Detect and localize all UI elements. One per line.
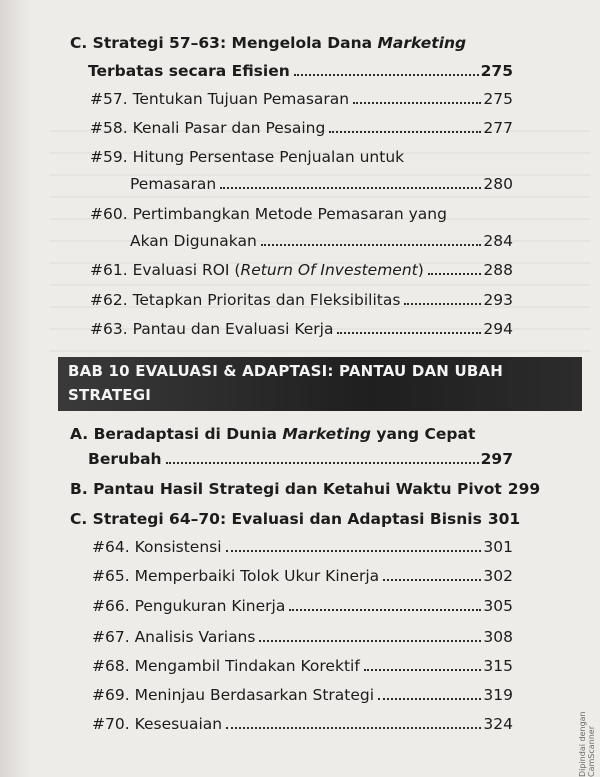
page-number: 280 [483,175,513,193]
page-number: 315 [483,657,513,675]
page-number: 301 [487,510,521,528]
toc-entry-60[interactable] [130,232,513,250]
toc-entry-label: #67. Analisis Varians [92,628,256,646]
dot-leader [226,548,482,552]
label-part: ) [417,261,424,279]
toc-entry-label: #64. Konsistensi [92,538,222,556]
toc-entry-label: C. Strategi 64–70: Evaluasi dan Adaptasi Bisnis [70,510,482,528]
page-number: 277 [483,119,513,137]
dot-leader [166,460,479,464]
chapter-title-line1: BAB 10 EVALUASI & ADAPTASI: PANTAU DAN UBAH [68,362,504,380]
scanner-watermark: Dipindai dengan CamScanner [578,711,596,777]
toc-entry-70[interactable] [92,715,513,733]
dot-leader [226,725,481,729]
toc-entry-section-b[interactable] [70,480,541,498]
chapter-banner[interactable] [58,357,582,411]
toc-entry-69[interactable] [92,686,513,704]
toc-entry-label: Pemasaran [130,175,217,193]
page-number: 301 [483,538,513,556]
dot-leader [337,330,481,334]
page-number: 284 [483,232,513,250]
page-edge-shadow [0,0,30,777]
toc-entry-label: #57. Tentukan Tujuan Pemasaran [90,90,350,108]
page-number: 294 [483,320,513,338]
page-number: 275 [480,62,513,80]
page-number: 305 [483,597,513,615]
page-number: 297 [480,450,513,468]
toc-entry-label: #63. Pantau dan Evaluasi Kerja [90,320,334,338]
toc-entry-67[interactable] [92,628,513,646]
toc-entry-61[interactable] [90,261,513,279]
toc-entry-label: Akan Digunakan [130,232,257,250]
toc-entry-68[interactable] [92,657,513,675]
toc-entry-62[interactable] [90,291,513,309]
toc-entry-63[interactable] [90,320,513,338]
toc-entry-57[interactable] [90,90,513,108]
section-a-heading-line1 [70,425,475,443]
toc-entry-66[interactable] [92,597,513,615]
page-number: 324 [483,715,513,733]
section-c-heading-line1 [70,34,466,52]
toc-entry-section-c2[interactable] [70,510,521,528]
dot-leader [404,301,481,305]
toc-entry-label [90,261,424,279]
page-number: 275 [483,90,513,108]
toc-entry-59-line1 [90,148,404,166]
toc-entry-64[interactable] [92,538,513,556]
page-number: 299 [507,480,541,498]
page-number: 308 [483,628,513,646]
toc-entry-60-line1 [90,205,447,223]
toc-entry-58[interactable] [90,119,513,137]
dot-leader [289,607,481,611]
dot-leader [353,100,481,104]
dot-leader [364,667,482,671]
toc-entry-label: #70. Kesesuaian [92,715,223,733]
page-number: 302 [483,567,513,585]
section-c-heading-italic: Marketing [377,34,467,52]
dot-leader [259,638,481,642]
toc-entry-65[interactable] [92,567,513,585]
label-part: A. Beradaptasi di Dunia [70,425,283,443]
dot-leader [428,271,482,275]
dot-leader [220,185,481,189]
toc-entry-label: Berubah [88,450,162,468]
page-number: 288 [483,261,513,279]
label-part: yang Cepat [371,425,476,443]
dot-leader [329,129,481,133]
page-number: 319 [483,686,513,704]
toc-entry-label: #68. Mengambil Tindakan Korektif [92,657,360,675]
toc-entry-label: #65. Memperbaiki Tolok Ukur Kinerja [92,567,380,585]
dot-leader [261,242,482,246]
toc-entry-label: #66. Pengukuran Kinerja [92,597,286,615]
toc-entry-label: Terbatas secara Efisien [88,62,290,80]
toc-entry-59[interactable] [130,175,513,193]
toc-entry-label: #58. Kenali Pasar dan Pesaing [90,119,326,137]
dot-leader [294,72,479,76]
label-italic-part: Return Of Investement [240,261,418,279]
toc-entry-section-a[interactable] [88,450,513,468]
label-part: #61. Evaluasi ROI ( [90,261,241,279]
toc-entry-label: #62. Tetapkan Prioritas dan Fleksibilitas [90,291,401,309]
section-c-heading-text: C. Strategi 57–63: Mengelola Dana [70,34,378,52]
toc-entry-section-c[interactable] [88,62,513,80]
toc-entry-label: #60. Pertimbangkan Metode Pemasaran yang [90,205,447,223]
dot-leader [378,696,481,700]
chapter-title-line2: STRATEGI [68,386,152,404]
toc-entry-label: #69. Meninjau Berdasarkan Strategi [92,686,375,704]
label-italic-part: Marketing [282,425,372,443]
toc-entry-label: #59. Hitung Persentase Penjualan untuk [90,148,405,166]
toc-entry-label: B. Pantau Hasil Strategi dan Ketahui Waktu Pivot [70,480,502,498]
page-number: 293 [483,291,513,309]
dot-leader [383,577,481,581]
